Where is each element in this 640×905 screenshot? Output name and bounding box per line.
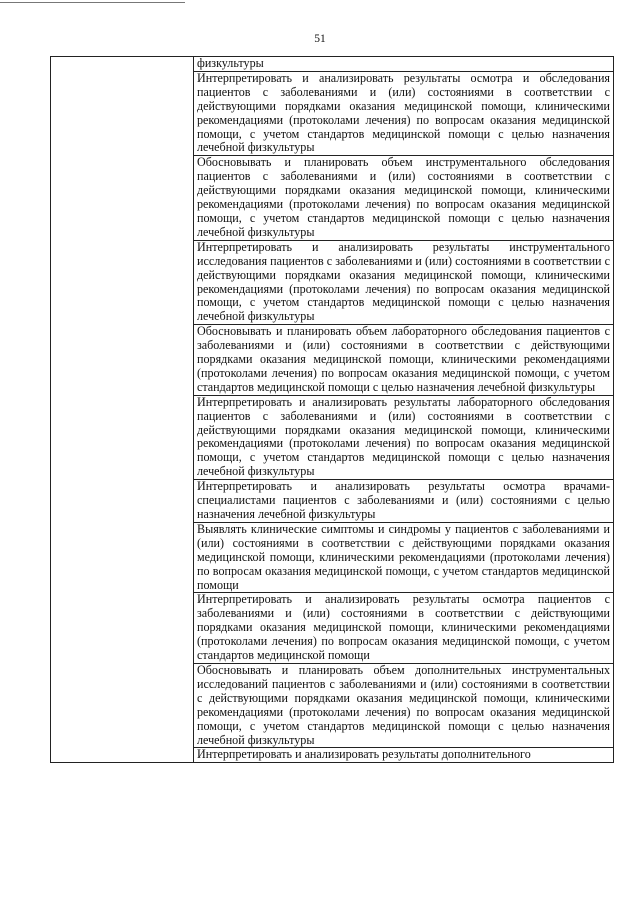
table-cell — [194, 156, 614, 240]
table-cell — [194, 522, 614, 593]
cell-text: Обосновывать и планировать объем лабораторного обследования пациентов с заболеваниями и (или) состояниями в соответствии с действующими порядками оказания медицинской помощи, клиническими рекомендациями (протоколами лечения) по вопросам оказания медицинской помощи, с учетом стандартов медицинской помощи с целью назначения лечебной физкультуры — [197, 324, 610, 394]
cell-text: Обосновывать и планировать объем дополнительных инструментальных исследований пациентов с заболеваниями и (или) состояниями в соответствии с действующими порядками оказания медицинской помощи, клиническими рекомендациями (протоколами лечения) по вопросам оказания медицинской помощи, с учетом стандартов медицинской помощи с целью назначения лечебной физкультуры — [197, 662, 610, 747]
table-cell — [194, 395, 614, 479]
table-cell — [194, 57, 614, 72]
cell-text: Интерпретировать и анализировать результаты инструментального исследования пациентов с заболеваниями и (или) состояниями в соответствии с действующими порядками оказания медицинской помощи, клиническими рекомендациями (протоколами лечения) по вопросам оказания медицинской помощи, с учетом стандартов медицинской помощи с целью назначения лечебной физкультуры — [197, 239, 610, 324]
cell-text: физкультуры — [197, 56, 264, 70]
table-cell — [194, 593, 614, 664]
cell-text: Интерпретировать и анализировать результаты лабораторного обследования пациентов с заболеваниями и (или) состояниями в соответствии с действующими порядками оказания медицинской помощи, клиническими рекомендациями (протоколами лечения) по вопросам оказания медицинской помощи, с учетом стандартов медицинской помощи с целью назначения лечебной физкультуры — [197, 394, 610, 479]
page-number: 51 — [314, 33, 326, 45]
left-column-cell — [51, 57, 194, 763]
cell-text: Интерпретировать и анализировать результаты осмотра пациентов с заболеваниями и (или) состояниями в соответствии с действующими порядками оказания медицинской помощи, клиническими рекомендациями (протоколами лечения) по вопросам оказания медицинской помощи, с учетом стандартов медицинской помощи — [197, 592, 610, 663]
table-cell — [194, 71, 614, 155]
cell-text: Интерпретировать и анализировать результаты осмотра врачами-специалистами пациентов с заболеваниями и (или) состояниями с целью назначения лечебной физкультуры — [197, 479, 610, 521]
table-cell — [194, 748, 614, 763]
table-cell — [194, 325, 614, 396]
cell-text: Интерпретировать и анализировать результаты осмотра и обследования пациентов с заболеваниями и (или) состояниями в соответствии с действующими порядками оказания медицинской помощи, клиническими рекомендациями (протоколами лечения) по вопросам оказания медицинской помощи, с учетом стандартов медицинской помощи с целью назначения лечебной физкультуры — [197, 70, 610, 155]
requirements-table — [50, 56, 614, 763]
cell-text: Выявлять клинические симптомы и синдромы у пациентов с заболеваниями и (или) состояниями в соответствии с действующими порядками оказания медицинской помощи, клиническими рекомендациями (протоколами лечения) по вопросам оказания медицинской помощи, с учетом стандартов медицинской помощи — [197, 521, 610, 592]
table-row — [51, 57, 614, 72]
table-cell — [194, 240, 614, 324]
cell-text: Обосновывать и планировать объем инструментального обследования пациентов с заболеваниями и (или) состояниями в соответствии с действующими порядками оказания медицинской помощи, клиническими рекомендациями (протоколами лечения) по вопросам оказания медицинской помощи, с учетом стандартов медицинской помощи с целью назначения лечебной физкультуры — [197, 155, 610, 239]
top-rule — [0, 2, 185, 3]
table-cell — [194, 480, 614, 523]
cell-text: Интерпретировать и анализировать результаты дополнительного — [197, 747, 531, 762]
table-cell — [194, 663, 614, 747]
